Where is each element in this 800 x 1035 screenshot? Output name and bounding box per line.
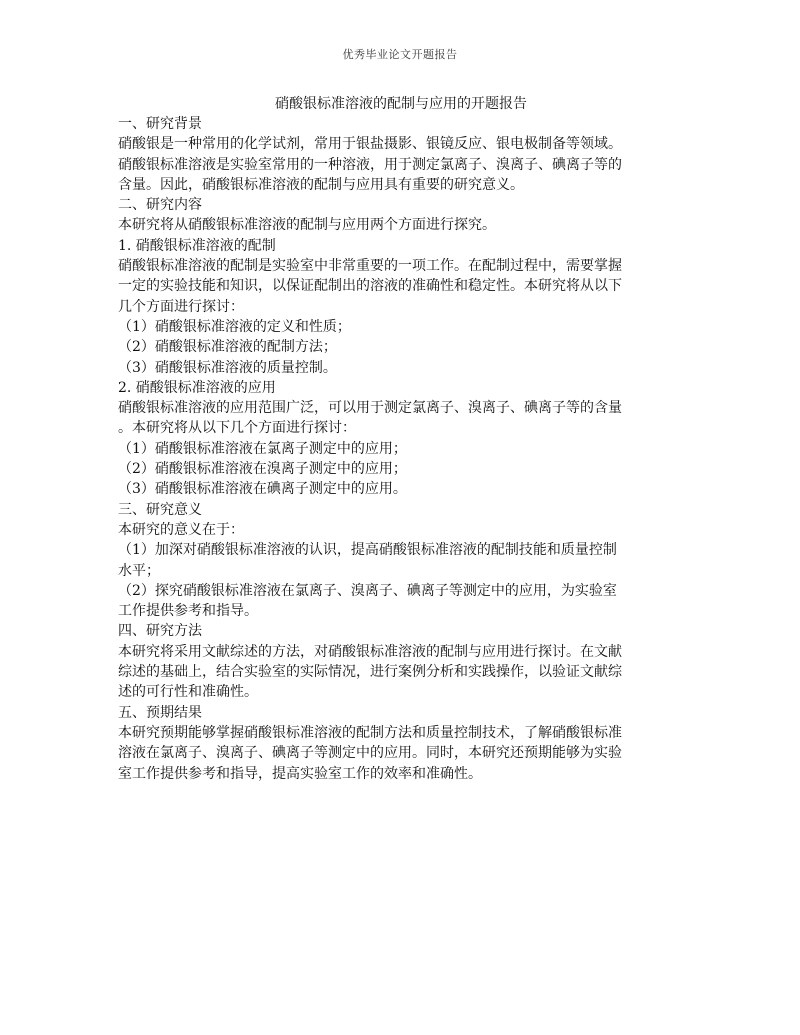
section-heading-significance: 三、研究意义 [118, 501, 202, 518]
text-line: 本研究将采用文献综述的方法，对硝酸银标准溶液的配制与应用进行探讨。在文献 [118, 643, 622, 660]
text-line: 综述的基础上，结合实验室的实际情况，进行案例分析和实践操作，以验证文献综 [118, 664, 622, 681]
text-line: 工作提供参考和指导。 [118, 603, 258, 620]
section-heading-background: 一、研究背景 [118, 116, 202, 132]
subsection-heading-preparation: 1. 硝酸银标准溶液的配制 [118, 237, 276, 254]
list-item: （2）探究硝酸银标准溶液在氯离子、溴离子、碘离子等测定中的应用，为实验室 [118, 582, 617, 599]
text-line: 几个方面进行探讨： [118, 298, 244, 315]
page-header: 优秀毕业论文开题报告 [342, 48, 458, 61]
text-line: 含量。因此，硝酸银标准溶液的配制与应用具有重要的研究意义。 [118, 176, 524, 193]
text-line: 本研究预期能够掌握硝酸银标准溶液的配制方法和质量控制技术，了解硝酸银标准 [118, 724, 622, 741]
list-item: （3）硝酸银标准溶液的质量控制。 [118, 359, 337, 376]
list-item: （2）硝酸银标准溶液的配制方法； [118, 339, 337, 356]
list-item: （1）硝酸银标准溶液的定义和性质； [118, 318, 351, 335]
text-line: 本研究的意义在于： [118, 521, 244, 538]
document-body [118, 114, 684, 784]
list-item: （3）硝酸银标准溶液在碘离子测定中的应用。 [118, 481, 407, 498]
text-line: 硝酸银标准溶液的应用范围广泛，可以用于测定氯离子、溴离子、碘离子等的含量 [118, 400, 622, 417]
section-heading-expected-results: 五、预期结果 [118, 704, 202, 721]
text-line: 述的可行性和准确性。 [118, 684, 258, 701]
text-line: 本研究将从硝酸银标准溶液的配制与应用两个方面进行探究。 [118, 217, 496, 234]
text-line: 溶液在氯离子、溴离子、碘离子等测定中的应用。同时，本研究还预期能够为实验 [118, 745, 622, 762]
text-line: 硝酸银标准溶液是实验室常用的一种溶液，用于测定氯离子、溴离子、碘离子等的 [118, 156, 622, 173]
subsection-heading-application: 2. 硝酸银标准溶液的应用 [118, 379, 276, 396]
list-item: （1）硝酸银标准溶液在氯离子测定中的应用； [118, 440, 407, 457]
text-line: 硝酸银标准溶液的配制是实验室中非常重要的一项工作。在配制过程中，需要掌握 [118, 258, 622, 275]
list-item: （2）硝酸银标准溶液在溴离子测定中的应用； [118, 461, 407, 478]
text-line: 室工作提供参考和指导，提高实验室工作的效率和准确性。 [118, 765, 482, 782]
list-item: （1）加深对硝酸银标准溶液的认识，提高硝酸银标准溶液的配制技能和质量控制 [118, 542, 617, 559]
section-heading-content: 二、研究内容 [118, 197, 202, 214]
text-line: 硝酸银是一种常用的化学试剂，常用于银盐摄影、银镜反应、银电极制备等领域。 [118, 136, 622, 153]
document-title: 硝酸银标准溶液的配制与应用的开题报告 [275, 96, 527, 112]
text-line: 水平； [118, 562, 160, 579]
text-line: 一定的实验技能和知识，以保证配制出的溶液的准确性和稳定性。本研究将从以下 [118, 278, 622, 295]
text-line: 。本研究将从以下几个方面进行探讨： [118, 420, 356, 437]
section-heading-methods: 四、研究方法 [118, 623, 202, 640]
